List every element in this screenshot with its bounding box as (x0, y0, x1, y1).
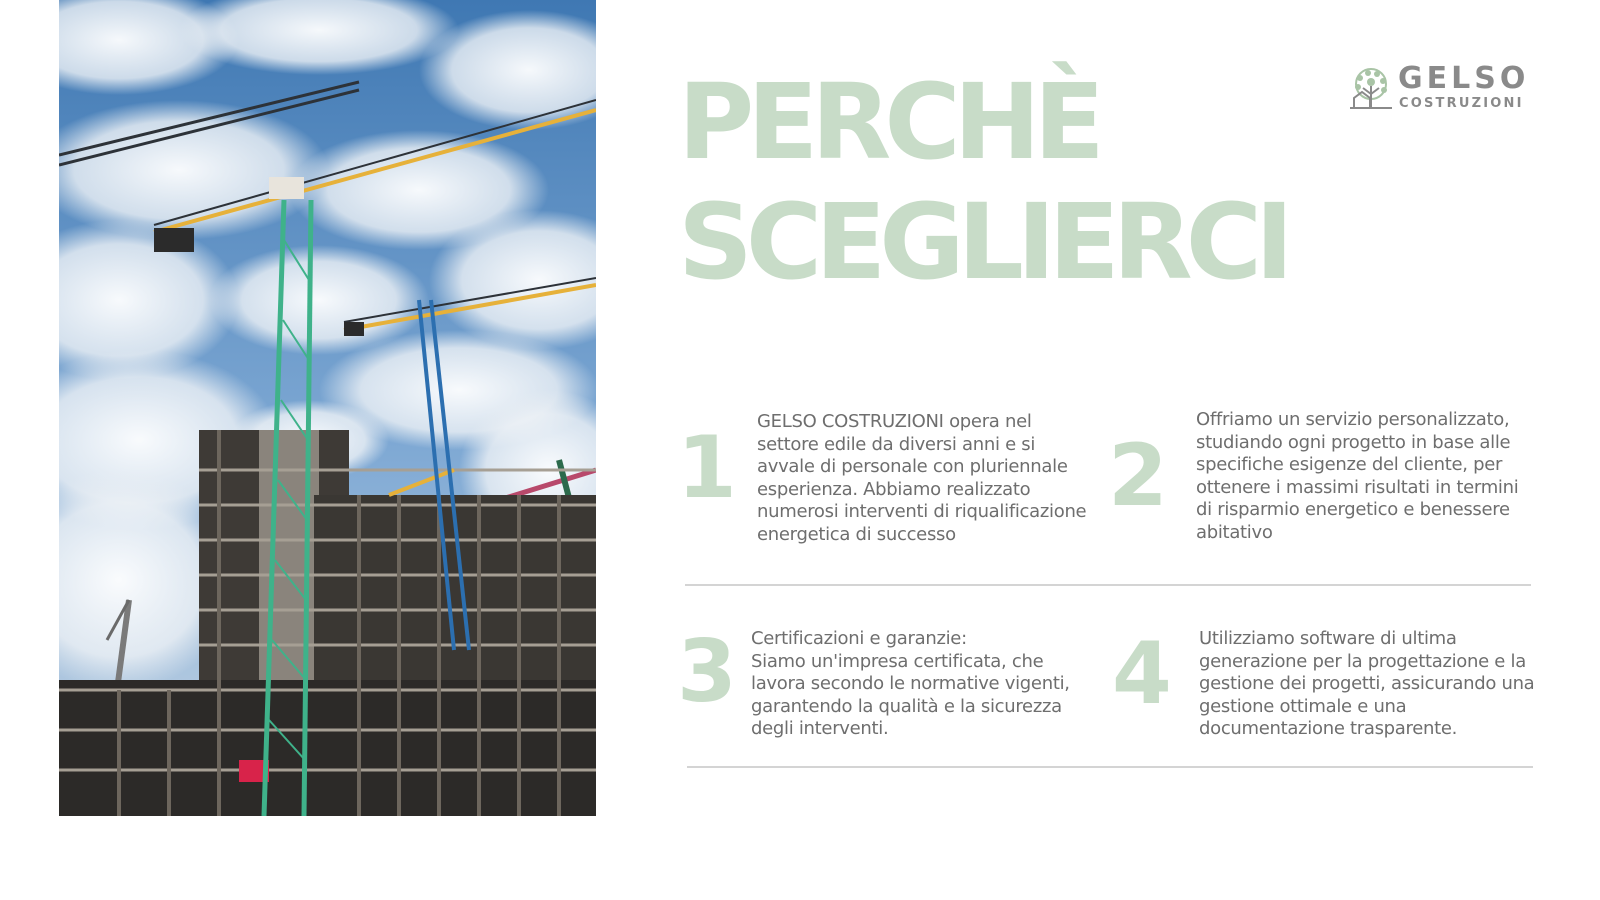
divider-top (685, 584, 1531, 586)
point-3-number: 3 (677, 622, 737, 722)
title-line-1: PERCHÈ (678, 61, 1098, 183)
point-4-number: 4 (1112, 624, 1172, 724)
point-3-text: Certificazioni e garanzie: Siamo un'impresa certificata, che lavora secondo le normative vigenti, garantendo la qualità e la sicurezza degli interventi. (751, 628, 1070, 740)
title-line-2: SCEGLIERCI (678, 181, 1287, 303)
logo-subtitle: COSTRUZIONI (1399, 96, 1524, 111)
point-2-number: 2 (1108, 426, 1168, 526)
logo-name: GELSO (1398, 61, 1530, 96)
point-2-text: Offriamo un servizio personalizzato, studiando ogni progetto in base alle specifiche esigenze del cliente, per ottenere i massimi risultati in termini di risparmio energetico e benessere abitativo (1196, 409, 1519, 543)
point-1-number: 1 (677, 418, 737, 518)
divider-bottom (687, 766, 1533, 768)
construction-photo (59, 0, 596, 816)
page-title (678, 62, 1287, 302)
point-1-text: GELSO COSTRUZIONI opera nel settore edile da diversi anni e si avvale di personale con pluriennale esperienza. Abbiamo realizzato numerosi interventi di riqualificazione energetica di successo (757, 411, 1087, 545)
point-4-text: Utilizziamo software di ultima generazione per la progettazione e la gestione dei progetti, assicurando una gestione ottimale e una documentazione trasparente. (1199, 628, 1535, 740)
tree-house-icon (1346, 64, 1396, 114)
company-logo (1346, 62, 1536, 118)
